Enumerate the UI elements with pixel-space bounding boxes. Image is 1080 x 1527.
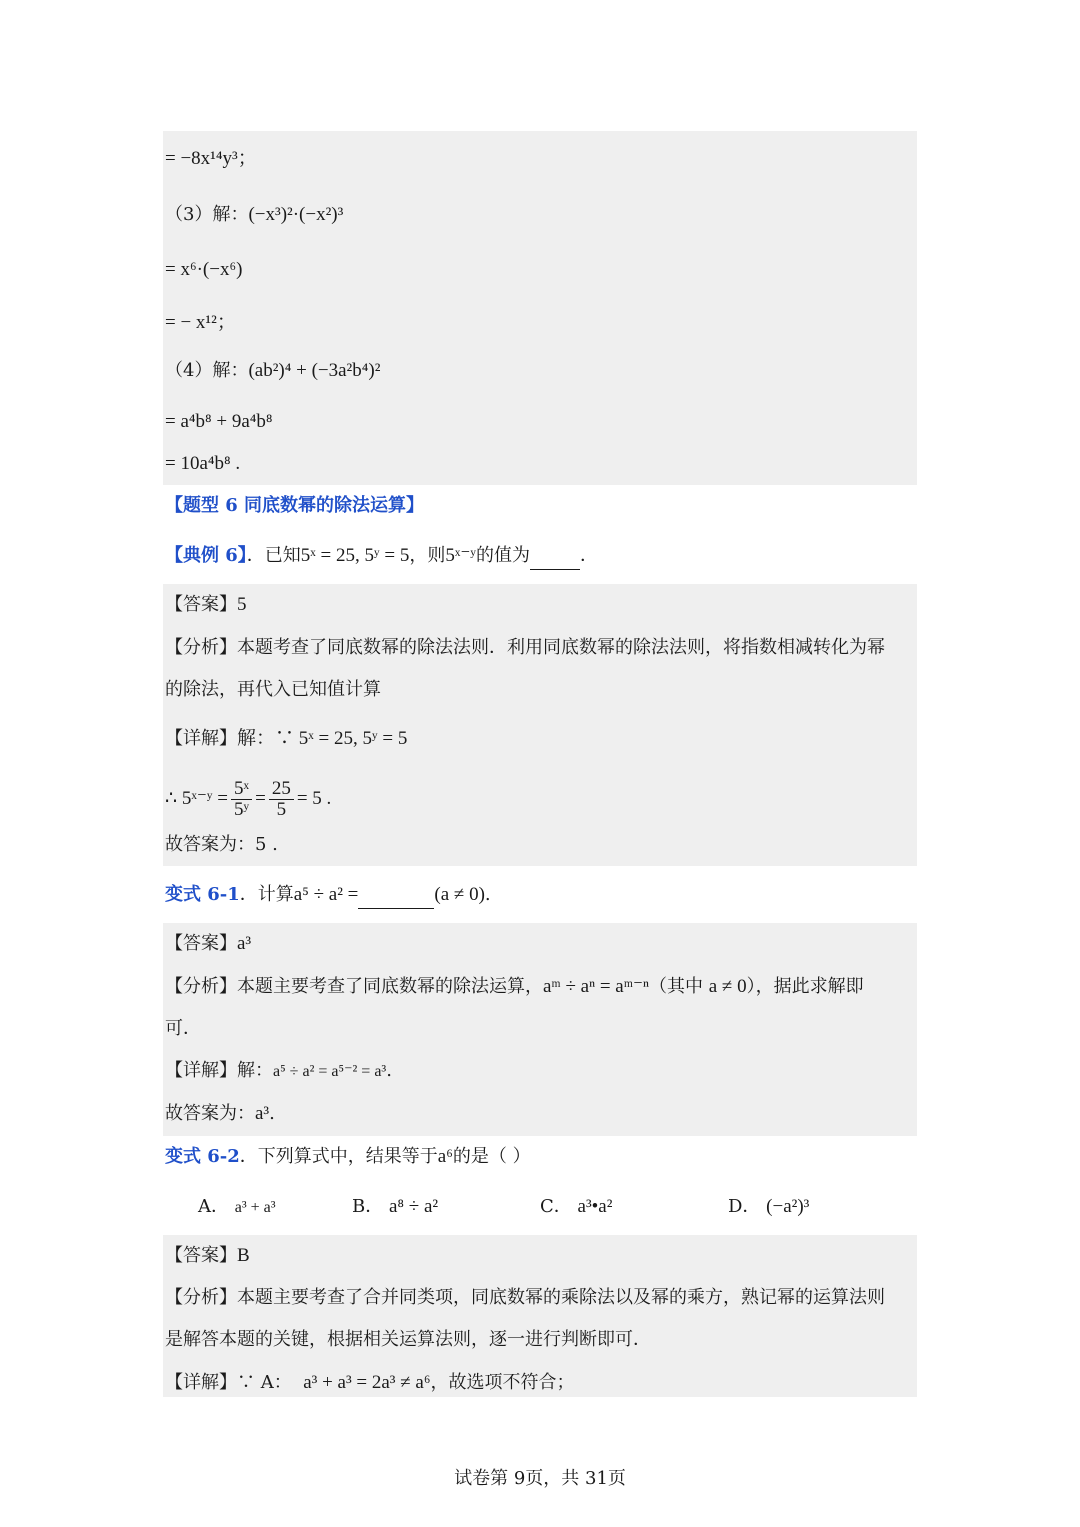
variant62-option-c[interactable]	[540, 1194, 612, 1220]
fraction-2-denominator: 5	[276, 799, 287, 821]
option-c-expr: a³•a²	[577, 1196, 613, 1217]
example6-fraction-1	[231, 779, 252, 820]
example6-detail-1	[165, 726, 407, 752]
page-footer: 试卷第 9页，共 31页	[454, 1468, 626, 1489]
example6-text-mid: ，则	[409, 545, 446, 566]
variant61-conclusion-value: a³	[255, 1103, 270, 1124]
variant61-conclusion	[165, 1101, 275, 1127]
example6-detail-2: ∴ 5ˣ⁻ʸ = $\frac{\text{5ˣ}}{\text{5ʸ}}$ = $\frac{25}{5}$ = 5 .	[165, 778, 332, 821]
example6-target: 5ˣ⁻ʸ	[445, 545, 477, 566]
variant62-detail-expr: a³ + a³ = 2a³ ≠ a⁶	[303, 1372, 431, 1393]
option-d-expr: (−a²)³	[766, 1196, 810, 1217]
variant61-answer	[165, 931, 251, 957]
variant62-answer	[165, 1243, 250, 1269]
variant61-conclusion-end: .	[269, 1103, 275, 1124]
example6-detail-2-post: = 5 .	[296, 788, 332, 809]
example6-answer	[165, 592, 247, 618]
ex5-part3-expr: (−x³)²·(−x²)³	[248, 204, 344, 225]
variant61-end: .	[484, 884, 491, 905]
variant62-answer-value: B	[237, 1245, 250, 1266]
example6-answer-label: 【答案】	[165, 594, 237, 615]
variant62-detail-post: ，故选项不符合；	[430, 1372, 575, 1393]
variant61-text: ．计算	[239, 884, 294, 905]
variant61-detail-end: .	[386, 1060, 392, 1081]
variant61-answer-label: 【答案】	[165, 933, 237, 954]
variant62-detail-pre: ∵ A：	[237, 1372, 292, 1393]
variant61-detail-text: 解：	[237, 1060, 273, 1081]
variant61-analysis-cond: a ≠ 0	[708, 976, 747, 997]
answer-block-variant61	[163, 923, 917, 1136]
example6-analysis-label: 【分析】	[165, 637, 237, 658]
example6-label: 【典例 6】	[165, 545, 247, 566]
variant62-target: a⁶	[437, 1146, 453, 1167]
variant62-option-b[interactable]	[352, 1194, 438, 1220]
fraction-1-numerator: 5ˣ	[231, 779, 252, 800]
option-a-expr: a³ + a³	[234, 1199, 276, 1216]
section-title: 【题型 6 同底数幂的除法运算】	[165, 495, 425, 516]
ex5-part4-expr: (ab²)⁴ + (−3a²b⁴)²	[248, 360, 381, 381]
ex5-part3	[165, 202, 343, 228]
variant62-detail-label: 【详解】	[165, 1372, 237, 1393]
example6-detail-2-pre: ∴ 5ˣ⁻ʸ =	[165, 788, 228, 809]
option-a-letter: A．	[198, 1196, 229, 1217]
variant62-option-a[interactable]	[198, 1194, 276, 1221]
variant61-expr: a⁵ ÷ a² =	[293, 884, 359, 905]
variant61-answer-value: a³	[237, 933, 252, 954]
fraction-2-numerator: 25	[269, 779, 294, 800]
ex5-line-1: = −8x¹⁴y³；	[165, 148, 257, 169]
example6-answer-value: 5	[237, 594, 247, 615]
variant62-analysis-label: 【分析】	[165, 1287, 237, 1308]
variant61-analysis-post: ），据此求解即	[746, 976, 864, 997]
variant61-analysis-1	[165, 974, 864, 1000]
example6-detail-text-1: 解：∵ 5ˣ = 25, 5ʸ = 5	[237, 728, 408, 749]
ex5-part4	[165, 358, 380, 384]
fraction-1-denominator: 5ʸ	[233, 799, 250, 821]
example6-analysis-text-1: 本题考查了同底数幂的除法法则．利用同底数幂的除法法则，将指数相减转化为幂	[237, 637, 885, 658]
variant62-text-pre: ．下列算式中，结果等于	[239, 1146, 438, 1167]
option-b-letter: B．	[352, 1196, 384, 1217]
variant62-detail	[165, 1370, 575, 1396]
answer-block-example5	[163, 131, 917, 485]
ex5-line-3: = x⁶·(−x⁶)	[165, 259, 243, 280]
option-d-letter: D．	[728, 1196, 761, 1217]
variant62-question	[165, 1144, 531, 1170]
example6-text-post: 的值为	[476, 545, 531, 566]
variant61-analysis-pre: 本题主要考查了同底数幂的除法运算，	[237, 976, 543, 997]
variant61-detail	[165, 1058, 392, 1085]
variant61-label: 变式 6-1	[165, 884, 240, 905]
ex5-line-6: = a⁴b⁸ + 9a⁴b⁸	[165, 411, 273, 432]
option-b-expr: a⁸ ÷ a²	[388, 1196, 439, 1217]
example6-end: ．	[580, 545, 599, 566]
example6-condition: 5ˣ = 25, 5ʸ = 5	[300, 545, 410, 566]
variant61-conclusion-pre: 故答案为：	[165, 1103, 255, 1124]
variant61-analysis-mid: （其中	[649, 976, 704, 997]
example6-question	[165, 543, 598, 570]
variant62-analysis-text-1: 本题主要考查了合并同类项，同底数幂的乘除法以及幂的乘方，熟记幂的运算法则	[237, 1287, 885, 1308]
variant61-condition: (a ≠ 0)	[434, 884, 485, 905]
variant62-answer-label: 【答案】	[165, 1245, 237, 1266]
ex5-line-4: = − x¹²；	[165, 312, 236, 333]
example6-analysis-1	[165, 635, 885, 661]
variant62-label: 变式 6-2	[165, 1146, 240, 1167]
ex5-part4-label: （4）解：	[165, 360, 249, 381]
variant61-detail-expr: a⁵ ÷ a² = a⁵⁻² = a³	[273, 1063, 387, 1080]
example6-text-pre: ．已知	[246, 545, 301, 566]
example6-blank	[530, 543, 580, 570]
example6-analysis-2: 的除法，再代入已知值计算	[165, 679, 381, 700]
example6-fraction-2	[269, 779, 294, 820]
example6-conclusion: 故答案为：5 .	[165, 834, 278, 855]
variant62-analysis-2: 是解答本题的关键，根据相关运算法则，逐一进行判断即可．	[165, 1329, 651, 1350]
ex5-line-7: = 10a⁴b⁸ .	[165, 453, 241, 474]
variant62-analysis-1	[165, 1285, 885, 1311]
option-c-letter: C．	[540, 1196, 572, 1217]
variant61-question	[165, 882, 491, 909]
variant61-blank	[358, 882, 434, 909]
variant62-option-d[interactable]	[728, 1194, 809, 1220]
variant61-analysis-rule: aᵐ ÷ aⁿ = aᵐ⁻ⁿ	[543, 976, 650, 997]
variant61-analysis-2: 可．	[165, 1018, 201, 1039]
ex5-part3-label: （3）解：	[165, 204, 249, 225]
variant62-text-post: 的是（ ）	[452, 1146, 531, 1167]
variant61-analysis-label: 【分析】	[165, 976, 237, 997]
variant61-detail-label: 【详解】	[165, 1060, 237, 1081]
example6-detail-label: 【详解】	[165, 728, 237, 749]
